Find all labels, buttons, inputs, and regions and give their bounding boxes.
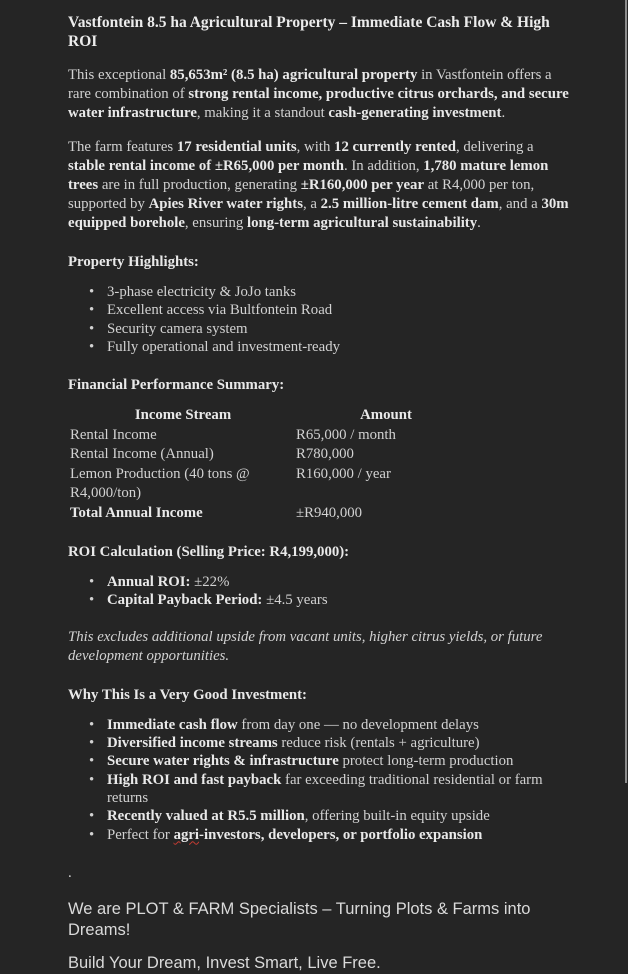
- table-row: [70, 445, 570, 465]
- roi-list: [68, 573, 570, 610]
- text-segment: , with: [296, 139, 335, 155]
- footer-tagline-2: Build Your Dream, Invest Smart, Live Free.: [68, 953, 381, 972]
- text-segment: 30m equipped borehole: [68, 196, 569, 231]
- text-segment: cash-generating investment: [328, 105, 502, 121]
- table-row: [70, 504, 570, 524]
- amount-header: Amount: [360, 407, 412, 424]
- text-segment: , offering built-in equity upside: [304, 808, 490, 825]
- text-segment: from day one — no development delays: [237, 716, 479, 733]
- financial-table: [70, 406, 570, 523]
- text-segment: 2.5 million-litre cement dam: [320, 196, 499, 212]
- text-segment: Secure water rights & infrastructure: [107, 753, 339, 770]
- text-segment: Recently valued at R5.5 million: [107, 808, 305, 825]
- financial-heading: Financial Performance Summary:: [68, 377, 285, 394]
- disclaimer-note: This excludes additional upside from vacant units, higher citrus yields, or future development opportunities.: [68, 628, 543, 664]
- text-segment: ±22%: [190, 574, 230, 591]
- footer-tagline-1: We are PLOT & FARM Specialists – Turning Plots & Farms into Dreams!: [68, 899, 531, 939]
- list-item: • Fully operational and investment-ready: [68, 338, 570, 356]
- text-segment: , delivering a: [455, 139, 534, 155]
- income-stream-cell: Total Annual Income: [70, 504, 203, 521]
- text-segment: , making it a standout: [196, 105, 329, 121]
- list-item: [68, 591, 570, 609]
- text-segment: Perfect for: [107, 826, 174, 843]
- text-segment: at R4,000 per ton, supported by: [68, 177, 535, 212]
- misspelled-word: agri: [173, 826, 200, 843]
- text-segment: 85,653m² (8.5 ha) agricultural property: [169, 67, 418, 83]
- list-item: [68, 734, 570, 752]
- intro-paragraph: [68, 66, 570, 123]
- list-item: [68, 826, 570, 844]
- table-row: [70, 465, 570, 504]
- table-header-row: [70, 406, 570, 426]
- document-title: Vastfontein 8.5 ha Agricultural Property – Immediate Cash Flow & High ROI: [68, 14, 550, 50]
- text-segment: 17 residential units: [176, 139, 297, 155]
- income-stream-cell: Rental Income: [70, 426, 157, 443]
- text-segment: Apies River water rights: [148, 196, 303, 212]
- text-segment: , ensuring: [184, 215, 247, 231]
- text-segment: 12 currently rented: [334, 139, 456, 155]
- right-edge-divider: [625, 0, 627, 783]
- list-item: [68, 771, 570, 808]
- text-segment: strong rental income, productive citrus orchards, and secure water infrastructure: [68, 86, 569, 121]
- text-segment: long-term agricultural sustainability: [246, 215, 478, 231]
- list-item: • 3-phase electricity & JoJo tanks: [68, 283, 570, 301]
- text-segment: protect long-term production: [338, 753, 514, 770]
- roi-heading: ROI Calculation (Selling Price: R4,199,000):: [68, 544, 350, 561]
- text-segment: in Vastfontein offers a rare combination of: [68, 67, 552, 102]
- text-segment: Diversified income streams: [107, 735, 278, 752]
- income-stream-header: Income Stream: [134, 407, 232, 424]
- text-segment: ±4.5 years: [262, 592, 328, 609]
- text-segment: The farm features: [68, 139, 177, 155]
- text-segment: 1,780 mature lemon trees: [68, 158, 549, 193]
- list-item: [68, 752, 570, 770]
- farm-paragraph: [68, 138, 570, 233]
- text-segment: -investors, developers, or portfolio expansion: [199, 826, 483, 843]
- list-item: [68, 716, 570, 734]
- list-item: [68, 573, 570, 591]
- amount-cell: R780,000: [296, 446, 354, 463]
- table-row: [70, 426, 570, 446]
- text-segment: , a: [302, 196, 321, 212]
- highlights-list: [68, 283, 570, 356]
- text-segment: ±R160,000 per year: [300, 177, 425, 193]
- text-segment: reduce risk (rentals + agriculture): [277, 735, 480, 752]
- list-item: • Security camera system: [68, 320, 570, 338]
- text-segment: are in full production, generating: [98, 177, 301, 193]
- income-stream-cell: Lemon Production (40 tons @ R4,000/ton): [70, 465, 250, 502]
- why-heading: Why This Is a Very Good Investment:: [68, 686, 307, 703]
- text-segment: .: [501, 105, 506, 121]
- text-segment: stable rental income of ±R65,000 per month: [68, 158, 344, 174]
- text-segment: This exceptional: [68, 67, 170, 83]
- text-segment: far exceeding traditional residential or farm returns: [107, 771, 543, 806]
- text-segment: Capital Payback Period:: [107, 592, 263, 609]
- stray-period: .: [68, 864, 72, 881]
- text-segment: . In addition,: [343, 158, 424, 174]
- text-segment: .: [477, 215, 481, 231]
- list-item: • Excellent access via Bultfontein Road: [68, 301, 570, 319]
- why-list: [68, 716, 570, 844]
- text-segment: , and a: [498, 196, 542, 212]
- text-segment: Immediate cash flow: [107, 716, 238, 733]
- amount-cell: R160,000 / year: [296, 465, 391, 482]
- amount-cell: R65,000 / month: [296, 426, 396, 443]
- text-segment: High ROI and fast payback: [107, 771, 282, 788]
- income-stream-cell: Rental Income (Annual): [70, 446, 214, 463]
- text-segment: Annual ROI:: [107, 574, 191, 591]
- highlights-heading: Property Highlights:: [68, 254, 199, 270]
- amount-cell: ±R940,000: [296, 504, 363, 521]
- list-item: [68, 807, 570, 825]
